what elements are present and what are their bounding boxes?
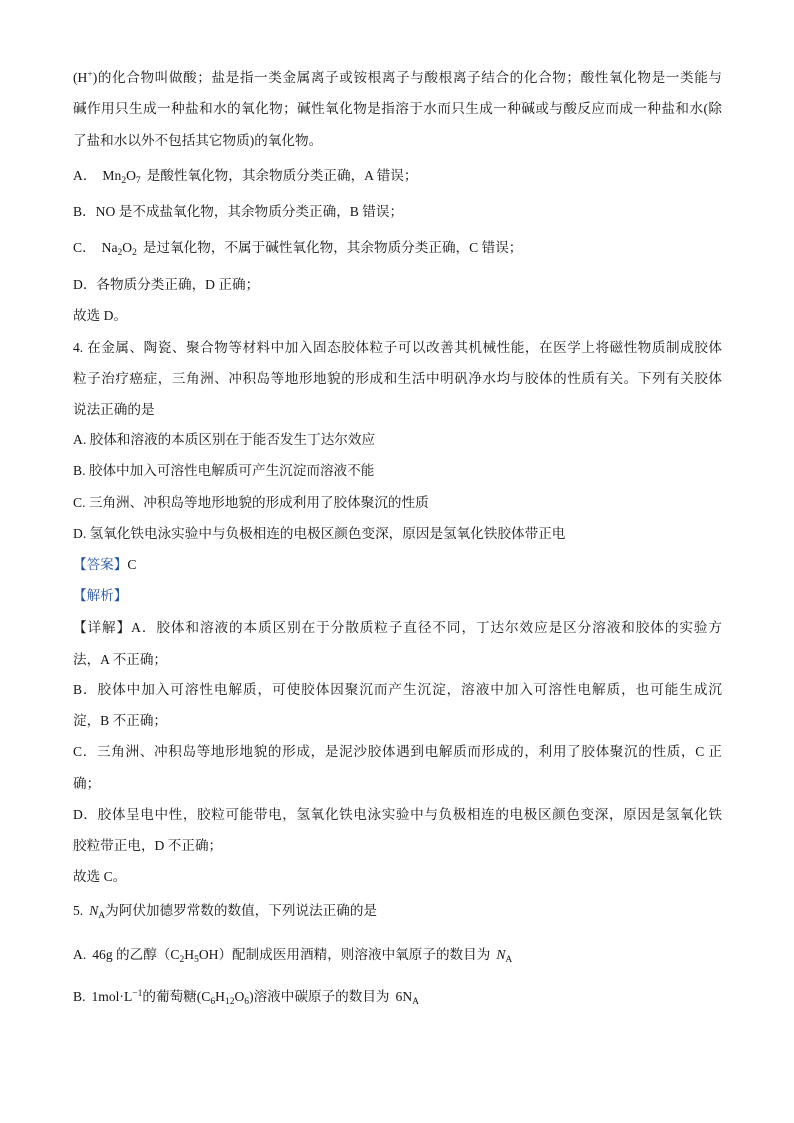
q3-conclusion: 故选 D。 (73, 308, 127, 323)
avogadro-subscript: A (98, 910, 106, 921)
formula-subscript: 6 (244, 996, 250, 1007)
formula-mn2o7 (102, 168, 141, 186)
option-label: B． (73, 204, 96, 219)
formula-glucose (201, 989, 250, 1007)
unit-exponent: −1 (132, 988, 143, 999)
avogadro-subscript: A (505, 954, 513, 965)
formula-element: Mn (102, 168, 122, 183)
hydrogen-ion-charge: + (87, 69, 93, 80)
option-text: 各物质分类正确，D 正确； (96, 277, 260, 292)
q3-option-d-analysis (73, 275, 259, 295)
formula-subscript: 2 (117, 247, 123, 258)
option-text-mid: 的葡萄糖( (142, 989, 202, 1004)
option-label: B. (73, 989, 86, 1004)
q4-option-c: C. 三角洲、冲积岛等地形地貌的形成利用了胶体聚沉的性质 (73, 495, 429, 510)
avogadro-symbol: N (496, 947, 506, 962)
option-text: NO 是不成盐氧化物，其余物质分类正确，B 错误； (95, 204, 404, 219)
option-text: 是酸性氧化物，其余物质分类正确，A 错误； (146, 168, 418, 183)
q4-stem-line-3: 说法正确的是 (73, 402, 155, 417)
formula-subscript: 7 (135, 175, 141, 186)
formula-subscript: 2 (121, 175, 127, 186)
q5-option-b (73, 987, 419, 1007)
formula-subscript: 2 (132, 247, 137, 258)
option-text-pre: 46g 的乙醇（ (92, 947, 171, 962)
formula-na2o2 (101, 240, 137, 258)
answer-tag: 【答案】 (73, 557, 128, 572)
formula-element: H (215, 989, 225, 1004)
option-label: D． (73, 277, 97, 292)
explanation-line-1 (73, 68, 722, 88)
q4-option-b: B. 胶体中加入可溶性电解质可产生沉淀而溶液不能 (73, 463, 375, 478)
q4-analysis-heading (73, 586, 127, 606)
option-label: A． (73, 168, 97, 183)
explanation-line-2: 碱作用只生成一种盐和水的氧化物；碱性氧化物是指溶于水而只生成一种碱或与酸反应而成一种盐和水(除 (73, 101, 722, 116)
answer-value: C (127, 557, 137, 572)
formula-subscript: 12 (224, 996, 235, 1007)
formula-element: O (122, 240, 133, 255)
q5-option-a (73, 945, 512, 965)
option-label: A. (73, 947, 87, 962)
q4-stem-line-1: 4. 在金属、陶瓷、聚合物等材料中加入固态胶体粒子可以改善其机械性能，在医学上将磁性物质制成胶体 (73, 340, 722, 355)
explanation-line-1-pre: (H (73, 70, 88, 85)
formula-element: OH (198, 947, 219, 962)
q4-detail-line-2: 法，A 不正确； (73, 652, 168, 667)
formula-element: C (201, 989, 211, 1004)
option-label: C． (73, 240, 96, 255)
detail-tag: 【详解】 (73, 620, 132, 635)
avogadro-symbol: N (89, 903, 99, 918)
q4-answer (73, 555, 136, 575)
question-number: 5. (73, 903, 84, 918)
option-text-post: )溶液中碳原子的数目为 (249, 989, 390, 1004)
formula-element: C (170, 947, 180, 962)
explanation-line-3: 了盐和水以外不包括其它物质)的氧化物。 (73, 133, 323, 148)
q4-stem-line-2: 粒子治疗癌症，三角洲、冲积岛等地形地貌的形成和生活中明矾净水均与胶体的性质有关。下列有关胶体 (73, 371, 722, 386)
formula-subscript: 6 (210, 996, 216, 1007)
formula-element: O (126, 168, 136, 183)
q3-option-c-analysis (73, 238, 522, 258)
formula-element: H (184, 947, 195, 962)
q5-stem (73, 901, 377, 921)
q3-option-b-analysis (73, 202, 403, 222)
q3-option-a-analysis (73, 166, 417, 186)
option-text-post: ）配制成医用酒精，则溶液中氧原子的数目为 (218, 947, 491, 962)
option-text: 是过氧化物，不属于碱性氧化物，其余物质分类正确，C 错误； (142, 240, 523, 255)
q4-detail-line-5: C．三角洲、冲积岛等地形地貌的形成，是泥沙胶体遇到电解质而形成的，利用了胶体聚沉的性质，C 正 (73, 744, 722, 759)
carbon-count-value: 6N (395, 989, 413, 1004)
concentration-unit: 1mol·L (91, 989, 133, 1004)
formula-subscript: 2 (179, 954, 185, 965)
q4-option-a: A. 胶体和溶液的本质区别在于能否发生丁达尔效应 (73, 432, 376, 447)
q4-detail-line-1 (73, 618, 722, 638)
q4-detail-line-7: D．胶体呈电中性，胶粒可能带电，氢氧化铁电泳实验中与负极相连的电极区颜色变深，原因是氢氧化铁 (73, 807, 722, 822)
explanation-line-1-post: )的化合物叫做酸；盐是指一类金属离子或铵根离子与酸根离子结合的化合物；酸性氧化物是一类能与 (92, 70, 722, 85)
q4-detail-line-6: 确； (73, 776, 101, 791)
q4-option-d: D. 氢氧化铁电泳实验中与负极相连的电极区颜色变深，原因是氢氧化铁胶体带正电 (73, 526, 566, 541)
q4-detail-line-8: 胶粒带正电，D 不正确； (73, 838, 223, 853)
analysis-tag: 【解析】 (73, 588, 128, 603)
avogadro-subscript: A (412, 996, 420, 1007)
q4-detail-line-3: B．胶体中加入可溶性电解质，可使胶体因聚沉而产生沉淀，溶液中加入可溶性电解质，也可能生成沉 (73, 682, 722, 697)
formula-element: O (234, 989, 245, 1004)
detail-text: A．胶体和溶液的本质区别在于分散质粒子直径不同，丁达尔效应是区分溶液和胶体的实验方 (131, 620, 722, 635)
formula-subscript: 5 (194, 954, 199, 965)
q4-conclusion: 故选 C。 (73, 869, 127, 884)
stem-text: 为阿伏加德罗常数的数值，下列说法正确的是 (105, 903, 378, 918)
formula-ethanol (170, 947, 219, 965)
q4-detail-line-4: 淀，B 不正确； (73, 713, 168, 728)
formula-element: Na (101, 240, 118, 255)
